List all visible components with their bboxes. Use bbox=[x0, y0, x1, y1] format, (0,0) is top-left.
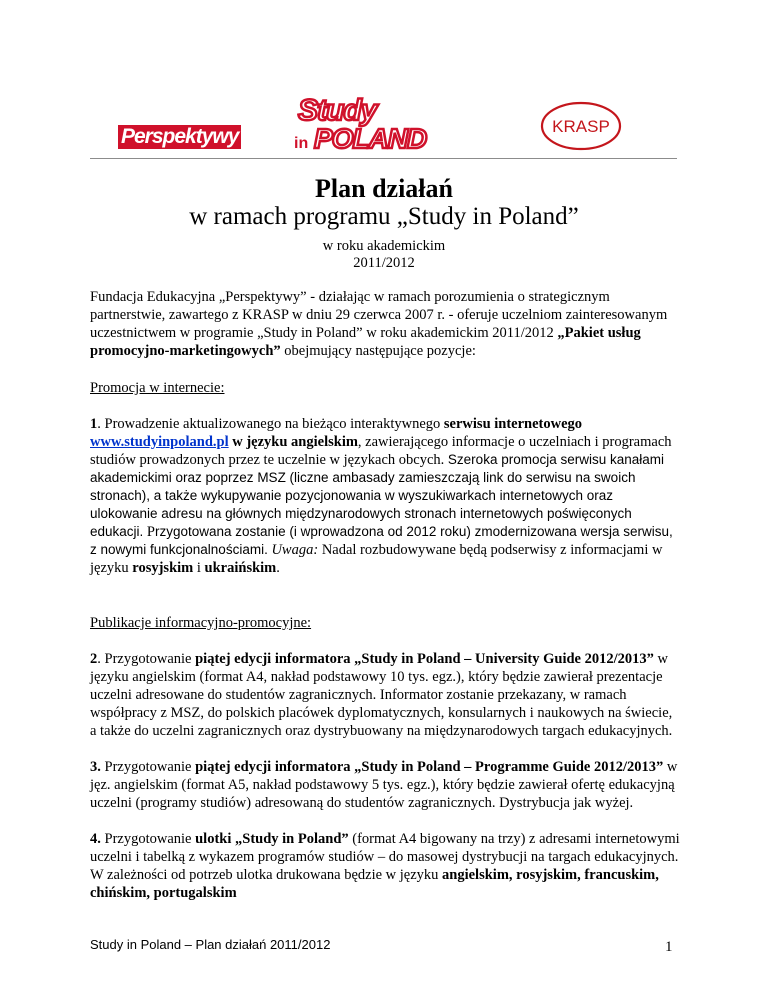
perspektywy-logo: Perspektywy bbox=[118, 125, 241, 149]
study-in-poland-logo bbox=[292, 92, 467, 152]
item-2-paragraph: 2. Przygotowanie piątej edycji informatora „Study in Poland – University Guide 2012/2013” w języku angielskim (format A4, nakład podstawowy 10 tys. egz.), który będzie zawierał prezentacje uczelni adresowane do studentów zagranicznych. Informator zostanie przekazany, w ramach współpracy z MSZ, do polskich placówek dyplomatycznych, konsularnych i naukowych na świecie, a także do uczelni zagranicznych oraz dystrybuowany na międzynarodowych targach edukacyjnych. bbox=[90, 651, 673, 739]
document-body bbox=[90, 288, 680, 902]
page-number: 1 bbox=[665, 939, 673, 955]
page-title: Plan działań bbox=[315, 174, 453, 203]
page-subtitle: w ramach programu „Study in Poland” bbox=[189, 203, 579, 230]
intro-paragraph: Fundacja Edukacyjna „Perspektywy” - działając w ramach porozumienia o strategicznym partnerstwie, zawartego z KRASP w dniu 29 czerwca 2007 r. - oferuje uczelniom zainteresowanym uczestnictwem w programie „Study in Poland” w roku akademickim 2011/2012 „Pakiet usług promocyjno-marketingowych” obejmujący następujące pozycje: bbox=[90, 289, 668, 359]
item-1-paragraph: 1. Prowadzenie aktualizowanego na bieżąco interaktywnego serwisu internetowego www.studyinpoland.pl w języku angielskim, zawierającego informacje o uczelniach i programach studiów prowadzonych przez te uczelnie w językach obcych. Szeroka promocja serwisu kanałami akademickimi oraz poprzez MSZ (liczne ambasady zamieszczają link do serwisu na swoich stronach), a także wykupywanie pozycjonowania w wyszukiwarkach internetowych oraz ulokowanie adresu na głównych międzynarodowych stronach internetowych poświęconych edukacji. Przygotowana zostanie (i wprowadzona od 2012 roku) zmodernizowana wersja serwisu, z nowymi funkcjonalnościami. Uwaga: Nadal rozbudowywane będą podserwisy z informacjami w języku rosyjskim i ukraińskim. bbox=[90, 416, 673, 576]
logo-word-study: Study bbox=[298, 94, 377, 127]
krasp-logo-text: KRASP bbox=[552, 117, 610, 136]
section-heading-publications: Publikacje informacyjno-promocyjne: bbox=[90, 615, 312, 631]
footer-text: Study in Poland – Plan działań 2011/2012 bbox=[90, 937, 331, 952]
studyinpoland-link[interactable]: www.studyinpoland.pl bbox=[90, 434, 229, 450]
item-3-paragraph: 3. Przygotowanie piątej edycji informatora „Study in Poland – Programme Guide 2012/2013” w jęz. angielskim (format A5, nakład podstawowy 5 tys. egz.), który będzie zawierał ofertę edukacyjną uczelni (programy studiów) adresowaną do studentów zagranicznych. Dystrybucja jak wyżej. bbox=[90, 759, 678, 811]
academic-year: 2011/2012 bbox=[353, 255, 415, 271]
krasp-logo bbox=[540, 101, 622, 151]
header-logos bbox=[0, 0, 768, 160]
academic-year-label: w roku akademickim bbox=[322, 238, 446, 254]
logo-word-poland: POLAND bbox=[314, 123, 427, 152]
item-4-paragraph: 4. Przygotowanie ulotki „Study in Poland” (format A4 bigowany na trzy) z adresami internetowymi uczelni i tabelką z wykazem programów studiów – do masowej dystrybucji na targach edukacyjnych. W zależności od potrzeb ulotka drukowana będzie w języku angielskim, rosyjskim, francuskim, chińskim, portugalskim bbox=[90, 831, 680, 901]
header-divider bbox=[90, 158, 677, 159]
section-heading-internet: Promocja w internecie: bbox=[90, 380, 225, 396]
logo-word-in: in bbox=[294, 135, 309, 152]
